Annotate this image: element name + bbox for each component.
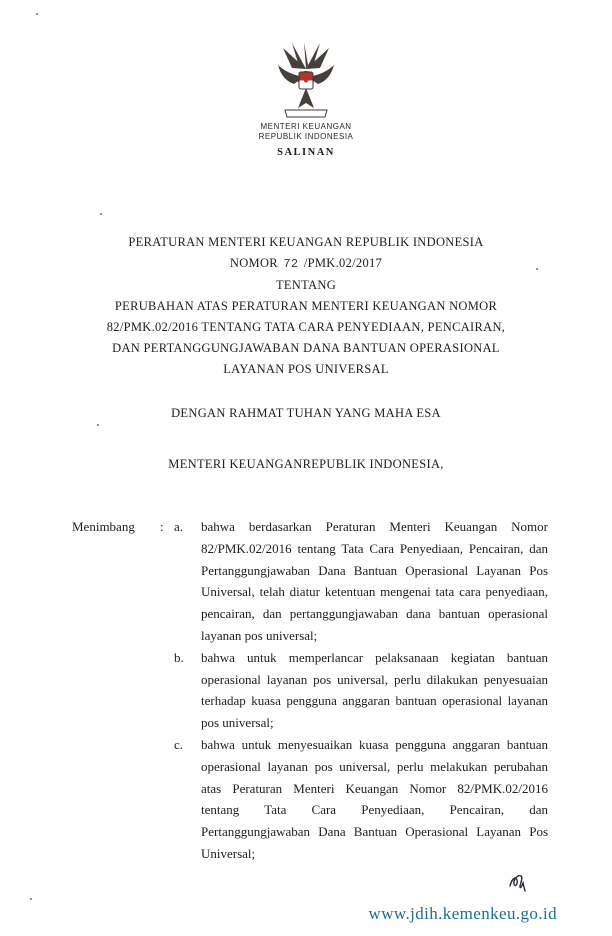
scan-speck bbox=[97, 424, 99, 426]
consideration-item-a: bahwa berdasarkan Peraturan Menteri Keuangan Nomor 82/PMK.02/2016 tentang Tata Cara Penyediaan, Pencairan, dan Pertanggungjawaban Dana Bantuan Operasional Layanan Pos Universal, telah diatur ketentuan mengenai tata cara penyediaan, pencairan, dan pertanggungjawaban dana bantuan operasional layanan pos universal; bbox=[201, 519, 548, 643]
grace-line: DENGAN RAHMAT TUHAN YANG MAHA ESA bbox=[171, 406, 441, 420]
jdih-website-link[interactable]: www.jdih.kemenkeu.go.id bbox=[368, 904, 557, 923]
number-prefix: NOMOR bbox=[229, 256, 278, 270]
subject-line: DAN PERTANGGUNGJAWABAN DANA BANTUAN OPERASIONAL bbox=[112, 341, 500, 355]
item-letter: b. bbox=[174, 649, 184, 665]
garuda-pancasila-emblem-icon bbox=[276, 42, 336, 122]
copy-stamp-label: SALINAN bbox=[277, 147, 335, 158]
considerations-section bbox=[72, 516, 548, 865]
scan-speck bbox=[536, 268, 538, 270]
consideration-item-c: bahwa untuk menyesuaikan kuasa pengguna anggaran bantuan operasional layanan pos universal, perlu melakukan perubahan atas Peraturan Menteri Keuangan Nomor 82/PMK.02/2016 tentang Tata Cara Penyediaan, Pencairan, dan Pertanggungjawaban Dana Bantuan Operasional Layanan Pos Universal; bbox=[201, 736, 548, 861]
scan-speck bbox=[100, 213, 102, 215]
ministry-country: REPUBLIK INDONESIA bbox=[258, 131, 354, 141]
handwritten-initial bbox=[508, 870, 534, 894]
consideration-row bbox=[72, 647, 548, 734]
scan-speck bbox=[36, 13, 38, 15]
title-about-label: TENTANG bbox=[275, 278, 337, 292]
item-letter: c. bbox=[174, 736, 184, 752]
title-number-line bbox=[0, 253, 612, 275]
scan-speck bbox=[30, 898, 32, 900]
consideration-row bbox=[72, 516, 548, 647]
title-line-1: PERATURAN MENTERI KEUANGAN REPUBLIK INDONESIA bbox=[128, 235, 484, 249]
menimbang-label: Menimbang bbox=[72, 519, 135, 534]
number-suffix: /PMK.02/2017 bbox=[303, 256, 383, 270]
authority-line: MENTERI KEUANGANREPUBLIK INDONESIA, bbox=[168, 457, 444, 471]
label-colon: : bbox=[160, 519, 164, 534]
subject-line: LAYANAN POS UNIVERSAL bbox=[223, 362, 389, 376]
consideration-row bbox=[72, 734, 548, 865]
letterhead bbox=[0, 0, 612, 158]
consideration-item-b: bahwa untuk memperlancar pelaksanaan kegiatan bantuan operasional layanan pos universal, perlu dilakukan penyesuaian terhadap kuasa pengguna anggaran bantuan operasional layanan pos universal; bbox=[201, 649, 548, 731]
ministry-name: MENTERI KEUANGAN bbox=[260, 122, 352, 131]
subject-line: 82/PMK.02/2016 TENTANG TATA CARA PENYEDIAAN, PENCAIRAN, bbox=[106, 320, 506, 334]
subject-line: PERUBAHAN ATAS PERATURAN MENTERI KEUANGAN NOMOR bbox=[114, 299, 498, 313]
regulation-number: 72 bbox=[283, 257, 299, 271]
regulation-title-block bbox=[0, 232, 612, 380]
item-letter: a. bbox=[174, 519, 184, 534]
